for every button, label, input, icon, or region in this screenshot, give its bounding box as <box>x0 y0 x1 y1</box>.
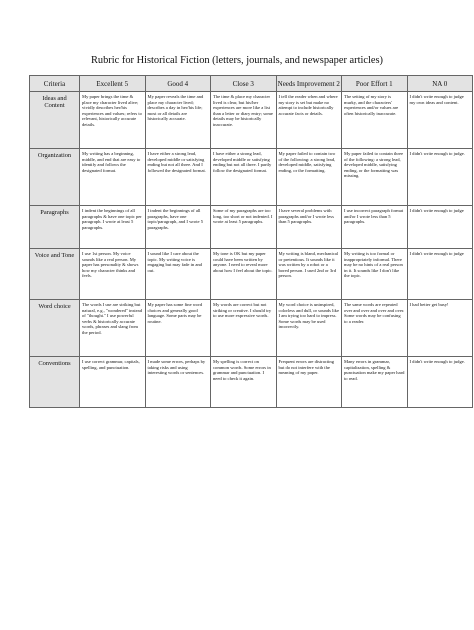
rubric-cell: My writing is bland, mechanical or pretentious. It sounds like it was written by a robot or a bored person. I used 2nd or 3rd person. <box>276 249 342 300</box>
rubric-cell: I use 1st person. My voice sounds like a real person. My paper has personality & shows how my character thinks and feels. <box>80 249 146 300</box>
header-na: NA 0 <box>407 76 473 92</box>
row-conventions <box>30 357 473 408</box>
rubric-cell: My paper failed to contain two of the following: a strong lead, developed middle, satisfying ending, or the formatting. <box>276 149 342 206</box>
rubric-cell: I tell the reader when and where my story is set but make no attempt to include historically accurate facts or details. <box>276 92 342 149</box>
header-row <box>30 76 473 92</box>
header-criteria: Criteria <box>30 76 80 92</box>
criteria-label: Organization <box>30 149 80 206</box>
rubric-cell: I use correct grammar, capitals, spelling, and punctuation. <box>80 357 146 408</box>
rubric-cell: I indent the beginnings of all paragraphs, have one topic/paragraph, and I wrote 5 paragraphs. <box>145 206 211 249</box>
header-good: Good 4 <box>145 76 211 92</box>
rubric-cell: My writing is too formal or inappropriately informal. There may be no hints of a real person in it. It sounds like I don't like the topic. <box>342 249 408 300</box>
rubric-cell: My paper brings the time & place my character lived alive; vividly describes her/his experiences and values; refers to relevant, historically accurate details. <box>80 92 146 149</box>
rubric-cell: My word choice is uninspired, colorless and dull, or sounds like I am trying too hard to impress. Some words may be used incorrectly. <box>276 300 342 357</box>
rubric-cell: I have either a strong lead, developed middle or satisfying ending but not all three. And I followed the designated format. <box>145 149 211 206</box>
rubric-cell: The words I use are striking but natural, e.g., "wondered" instead of "thought." I use powerful verbs & historically accurate words, phrases and slang from the period. <box>80 300 146 357</box>
rubric-cell: Many errors in grammar, capitalization, spelling & punctuation make my paper hard to read. <box>342 357 408 408</box>
rubric-cell: My writing has a beginning, middle, and end that are easy to identify and follows the designated format. <box>80 149 146 206</box>
row-organization <box>30 149 473 206</box>
row-ideas-and-content <box>30 92 473 149</box>
rubric-table <box>29 75 473 408</box>
rubric-cell: I didn't write enough to judge <box>407 206 473 249</box>
rubric-cell: I didn't write enough to judge. <box>407 357 473 408</box>
rubric-cell: I use incorrect paragraph format and/or I wrote less than 5 paragraphs. <box>342 206 408 249</box>
rubric-cell: I didn't write enough to judge my own ideas and content. <box>407 92 473 149</box>
row-paragraphs <box>30 206 473 249</box>
rubric-cell: Frequent errors are distracting but do not interfere with the meaning of my paper. <box>276 357 342 408</box>
rubric-cell: I indent the beginnings of all paragraphs & have one topic per paragraph. I wrote at least 5 paragraphs. <box>80 206 146 249</box>
row-voice-and-tone <box>30 249 473 300</box>
criteria-label: Paragraphs <box>30 206 80 249</box>
rubric-cell: My paper has some fine word choices and generally good language. Some parts may be routine. <box>145 300 211 357</box>
rubric-cell: The setting of my story is murky, and the characters' experiences and/or values are often historically inaccurate. <box>342 92 408 149</box>
rubric-cell: My paper failed to contain three of the following: a strong lead, developed middle, satisfying ending, or the formatting was missing. <box>342 149 408 206</box>
rubric-cell: I had better get busy! <box>407 300 473 357</box>
criteria-label: Voice and Tone <box>30 249 80 300</box>
rubric-cell: My tone is OK but my paper could have been written by anyone. I need to reveal more about how I feel about the topic. <box>211 249 277 300</box>
criteria-label: Conventions <box>30 357 80 408</box>
page-title: Rubric for Historical Fiction (letters, journals, and newspaper articles) <box>90 55 383 66</box>
rubric-cell: I didn't write enough to judge. <box>407 149 473 206</box>
criteria-label: Word choice <box>30 300 80 357</box>
rubric-cell: My words are correct but not striking or creative. I should try to use more expressive words. <box>211 300 277 357</box>
header-excellent: Excellent 5 <box>80 76 146 92</box>
rubric-cell: I made some errors, perhaps by taking risks and using interesting words or sentences. <box>145 357 211 408</box>
row-word-choice <box>30 300 473 357</box>
rubric-cell: I have several problems with paragraphs and/or I wrote less than 5 paragraphs. <box>276 206 342 249</box>
rubric-cell: Some of my paragraphs are too long, too short or not indented. I wrote at least 5 paragraphs. <box>211 206 277 249</box>
rubric-cell: The same words are repeated over and over and over and over. Some words may be confusing to a reader. <box>342 300 408 357</box>
rubric-cell: I didn't write enough to judge <box>407 249 473 300</box>
header-close: Close 3 <box>211 76 277 92</box>
rubric-cell: The time & place my character lived is clear, but his/her experiences are more like a list than a letter or diary entry; some details may be historically inaccurate. <box>211 92 277 149</box>
rubric-cell: My paper reveals the time and place my character lived; describes a day in her/his life; most or all details are historically accurate. <box>145 92 211 149</box>
criteria-label: Ideas and Content <box>30 92 80 149</box>
header-poor-effort: Poor Effort 1 <box>342 76 408 92</box>
rubric-cell: My spelling is correct on common words. Some errors in grammar and punctuation. I need to check it again. <box>211 357 277 408</box>
header-needs-improvement: Needs Improvement 2 <box>276 76 342 92</box>
rubric-cell: I sound like I care about the topic. My writing voice is engaging but may fade in and out. <box>145 249 211 300</box>
rubric-cell: I have either a strong lead, developed middle or satisfying ending but not all three. I partly follow the designated format. <box>211 149 277 206</box>
